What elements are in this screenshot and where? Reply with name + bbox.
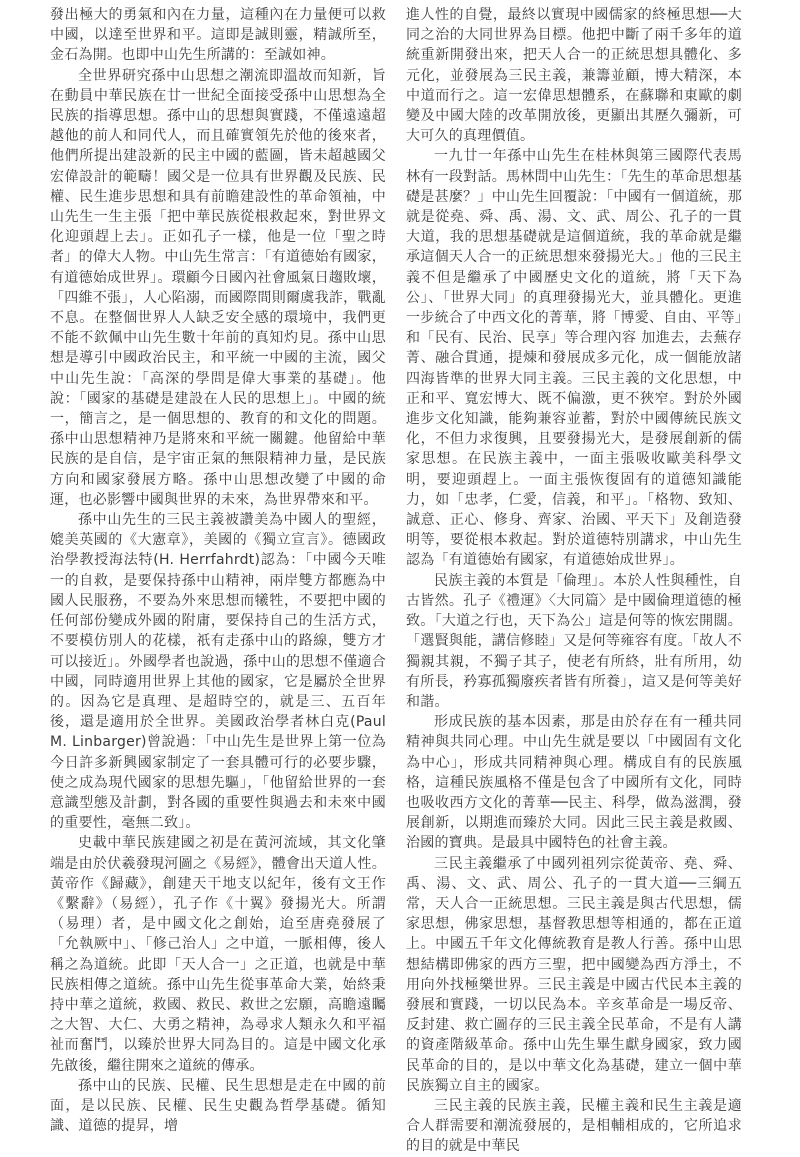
paragraph: 孫中山的民族、民權、民生思想是走在中國的前面，是以民族、民權、民生史觀為哲學基礎。循知識、道德的提昇，增 <box>50 1077 386 1135</box>
right-column <box>406 5 742 1157</box>
paragraph: 形成民族的基本因素，那是由於存在有一種共同精神與共同心理。中山先生就是要以「中國固有文化為中心」，形成共同精神與心理。構成自有的民族風格，這種民族風格不僅是包含了中國所有文化，同時也吸收西方文化的菁華──民主、科學，做為滋潤，發展創新，以期進而臻於大同。因此三民主義是救國、治國的寶典。是最具中國特色的社會主義。 <box>406 714 742 852</box>
paragraph: 發出極大的勇氣和內在力量，這種內在力量便可以救中國，以達至世界和平。這即是誠則靈，精誠所至，金石為開。也即中山先生所講的：至誠如神。 <box>50 7 386 64</box>
paragraph: 一九廿一年孫中山先生在桂林與第三國際代表馬林有一段對話。馬林問中山先生：「先生的革命思想基礎是甚麼？」中山先生回覆說：「中國有一個道統，那就是從堯、舜、禹、湯、文、武、周公、孔子的一貫大道，我的思想基礎就是這個道統，我的革命就是繼承這個天人合一的正統思想來發揚光大。」他的三民主義不但是繼承了中國歷史文化的道統，將「天下為公」、「世界大同」的真理發揚光大，並具體化。更進一步統合了中西文化的菁華，將「博愛、自由、平等」和「民有、民治、民享」等合理內容 加進去，去蕪存菁、融合貫通，提煉和發展成多元化，成一個能放諸四海皆準的世界大同主義。三民主義的文化思想，中正和平、寬宏博大、既不偏激，更不狹窄。對於外國進步文化知識，能夠兼容並蓄，對於中國傳統民族文化，不但力求復興，且要發揚光大，是發展創新的儒家思想。在民族主義中，一面主張吸收歐美科學文明，要迎頭趕上。一面主張恢復固有的道德知識能力，如「忠孝，仁愛，信義，和平」。「格物、致知、誠意、正心、修身、齊家、治國、平天下」及創造發明等，要從根本救起。對於道德特別講求，中山先生認為「有道德始有國家，有道德始成世界」。 <box>406 148 742 569</box>
paragraph: 孫中山先生的三民主義被讚美為中國人的聖經，媲美英國的《大憲章》，美國的《獨立宣言》。德國政治學教授海法特(H. Herrfahrdt)認為：「中國今天唯一的自救，是要保持孫中山精神，兩岸雙方都應為中國人民服務，不要為外來思想而犧牲，不要把中國的任何部份變成外國的附庸，要保持自己的生活方式，不要模仿別人的花樣，祇有走孫中山的路線，雙方才可以接近」。外國學者也說過，孫中山的思想不僅適合中國，同時適用世界上其他的國家，它是屬於全世界的。因為它是真理、是超時空的，就是三、五百年後，還是適用於全世界。美國政治學者林白克(Paul M. Linbarger)曾說過：「中山先生是世界上第一位為今日許多新興國家制定了一套具體可行的必要步驟，使之成為現代國家的思想先驅」，「他留給世界的一套意識型態及計劃，對各國的重要性與過去和未來中國的重要性，毫無二致」。 <box>50 512 386 832</box>
paragraph: 三民主義的民族主義，民權主義和民生主義是適合人群需要和潮流發展的，是相輔相成的，它所追求的目的就是中華民 <box>406 1097 742 1155</box>
paragraph: 進人性的自覺，最終以實現中國儒家的終極思想──大同之治的大同世界為目標。他把中斷了兩千多年的道統重新開發出來，把天人合一的正統思想具體化、多元化，並發展為三民主義，兼籌並顧，博大精深，本中道而行之。這一宏偉思想體系，在蘇聯和東歐的劇變及中國大陸的改革開放後，更顯出其歷久彌新，可大可久的真理價值。 <box>406 7 742 145</box>
paragraph: 史載中華民族建國之初是在黃河流域，其文化肇端是由於伏羲發現河圖之《易經》，體會出天道人性。黃帝作《歸藏》，創建天干地支以紀年，後有文王作《繫辭》（易經），孔子作《十翼》發揚光大。所謂（易理）者，是中國文化之創始，迨至唐堯發展了「允執厥中」、「修己治人」之中道，一脈相傳，後人稱之為道統。此即「天人合一」之正道，也就是中華民族相傳之道統。孫中山先生從事革命大業，始終秉持中華之道統，救國、救民、救世之宏願，高瞻遠矚之大智、大仁、大勇之精神，為尋求人類永久和平福祉而奮鬥，以臻於世界大同為目的。這是中國文化承先啟後，繼往開來之道統的傳承。 <box>50 835 386 1074</box>
paragraph: 三民主義繼承了中國列祖列宗從黃帝、堯、舜、禹、湯、文、武、周公、孔子的一貫大道──三綱五常，天人合一正統思想。三民主義是與古代思想，儒家思想，佛家思想，基督教思想等相通的，都在正道上。中國五千年文化傳統教育是教人行善。孫中山思想結構即佛家的西方三聖，把中國變為西方淨土，不用向外找極樂世界。三民主義是中國古代民本主義的發展和實踐，一切以民為本。辛亥革命是一場反帝、反封建、救亡圖存的三民主義全民革命，不是有人講的資產階級革命。孫中山先生畢生獻身國家，致力國民革命的目的，是以中華文化為基礎，建立一個中華民族獨立自主的國家。 <box>406 855 742 1094</box>
paragraph: 全世界研究孫中山思想之潮流即溫故而知新，旨在動員中華民族在廿一世紀全面接受孫中山思想為全民族的指導思想。孫中山的思想與實踐，不僅遠遠超越他的前人和同代人，而且確實領先於他的後來者，他們所提出建設新的民主中國的藍圖，皆未超越國父宏偉設計的範疇！國父是一位具有世界觀及民族、民權、民生進步思想和具有前瞻建設性的革命領袖，中山先生一生主張「把中華民族從根救起來，對世界文化迎頭趕上去」。正如孔子一樣，他是一位「聖之時者」的偉大人物。中山先生常言：「有道德始有國家，有道德始成世界」。環顧今日國內社會風氣日趨敗壞，「四維不張」，人心陷溺，而國際間則爾虞我詐，戰亂不息。在整個世界人人缺乏安全感的環境中，我們更不能不欽佩中山先生數十年前的真知灼見。孫中山思想是導引中國政治民主，和平統一中國的主流，國父中山先生說：「高深的學問是偉大事業的基礎」。他說：「國家的基礎是建設在人民的思想上」。中國的統一，簡言之，是一個思想的、教育的和文化的問題。孫中山思想精神乃是將來和平統一關鍵。他留給中華民族的是自信，是宇宙正氣的無限精神力量，是民族方向和國家發展方略。孫中山思想改變了中國的命運，也必影響中國與世界的未來，為世界帶來和平。 <box>50 67 386 508</box>
paragraph: 民族主義的本質是「倫理」。本於人性與種性，自古皆然。孔子《禮運》〈大同篇〉是中國倫理道德的極致。「大道之行也，天下為公」這是何等的恢宏開闊。「選賢與能，講信修睦」又是何等雍容有度。「故人不獨親其親，不獨子其子，使老有所終，壯有所用，幼有所長，矜寡孤獨廢疾者皆有所養」，這又是何等美好和諧。 <box>406 572 742 710</box>
left-column <box>50 5 386 1136</box>
